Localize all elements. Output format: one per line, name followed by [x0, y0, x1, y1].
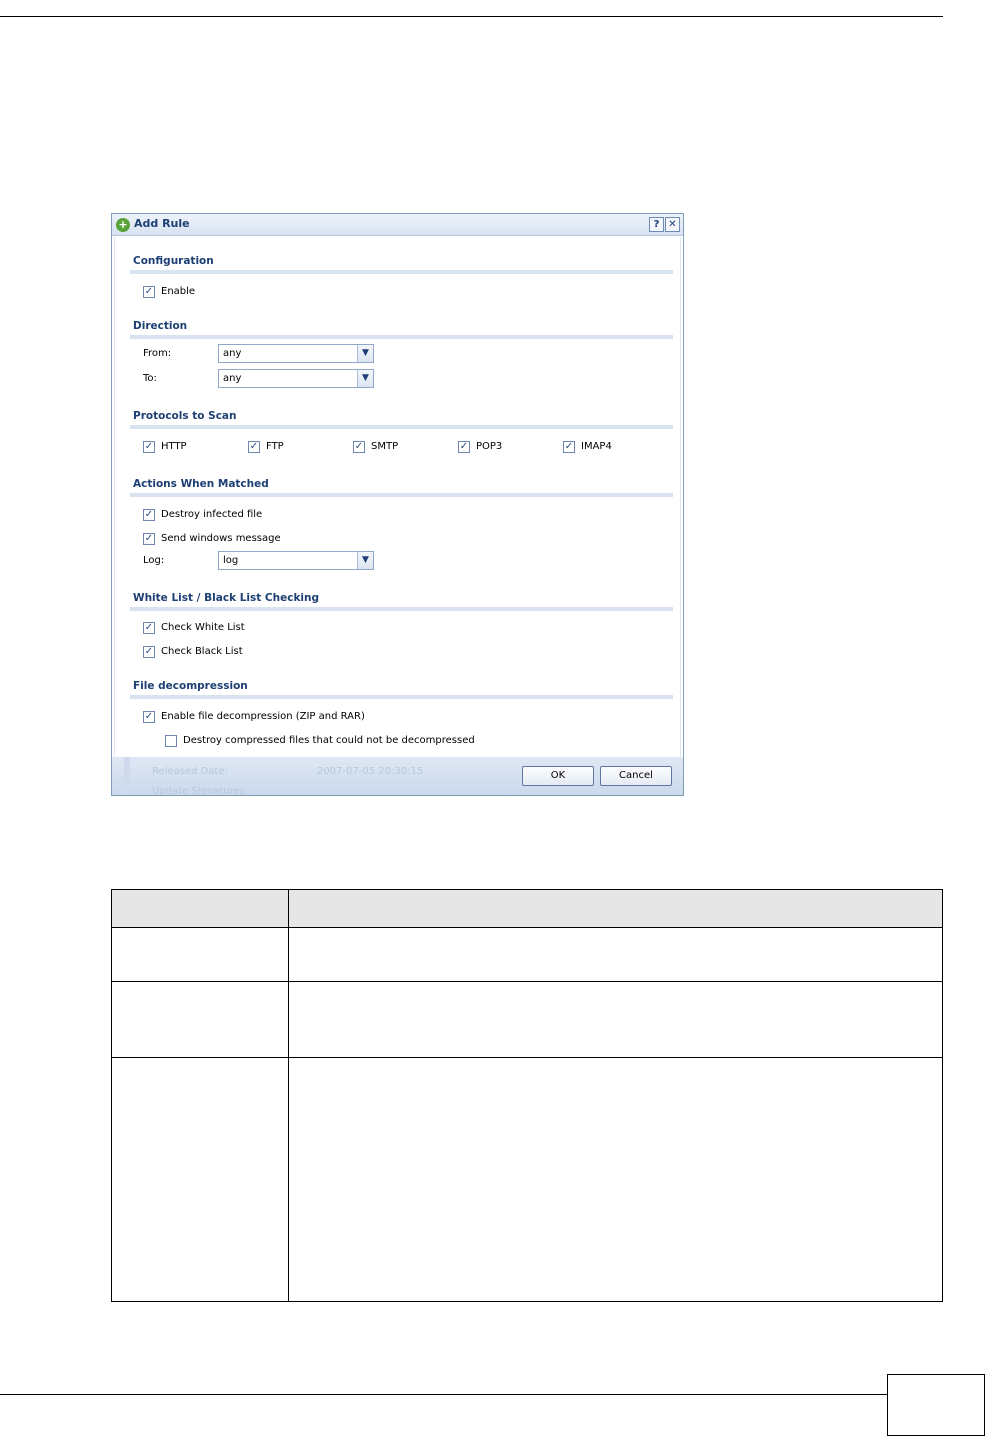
destroy-infected-checkbox[interactable]: ✓: [144, 509, 154, 520]
log-label: Log:: [143, 555, 165, 566]
smtp-checkbox[interactable]: ✓: [354, 441, 364, 452]
section-protocols-title: Protocols to Scan: [133, 410, 237, 422]
table-row-divider: [112, 981, 942, 982]
imap4-checkbox[interactable]: ✓: [564, 441, 574, 452]
check-white-list-checkbox[interactable]: ✓: [144, 622, 154, 633]
section-decompression-title: File decompression: [133, 680, 248, 692]
send-message-checkbox[interactable]: ✓: [144, 533, 154, 544]
to-select[interactable]: [218, 369, 374, 388]
check-white-list-label: Check White List: [161, 622, 245, 633]
enable-decompression-checkbox[interactable]: ✓: [144, 711, 154, 722]
dialog-titlebar: [112, 214, 683, 236]
enable-decompression-label: Enable file decompression (ZIP and RAR): [161, 711, 365, 722]
dialog-footer: [112, 757, 683, 796]
chevron-down-icon[interactable]: ▼: [357, 345, 373, 362]
section-lists-title: White List / Black List Checking: [133, 592, 320, 604]
log-select[interactable]: [218, 551, 374, 570]
add-icon: +: [116, 218, 130, 232]
cancel-button[interactable]: Cancel: [600, 766, 672, 786]
from-select-value: any: [223, 348, 242, 359]
help-icon[interactable]: ?: [649, 217, 664, 232]
enable-label: Enable: [161, 286, 196, 297]
section-direction-title: Direction: [133, 320, 188, 332]
ok-button[interactable]: OK: [522, 766, 594, 786]
chevron-down-icon[interactable]: ▼: [357, 370, 373, 387]
from-select[interactable]: [218, 344, 374, 363]
footer-rule: [0, 1394, 887, 1395]
section-configuration-title: Configuration: [133, 255, 214, 267]
log-select-value: log: [223, 555, 239, 566]
section-divider: [130, 335, 673, 339]
smtp-label: SMTP: [371, 441, 399, 452]
from-label: From:: [143, 348, 172, 359]
dialog-title: Add Rule: [134, 217, 190, 230]
section-divider: [130, 607, 673, 611]
check-black-list-label: Check Black List: [161, 646, 243, 657]
table-row-divider: [112, 1057, 942, 1058]
page-number-box: [887, 1374, 985, 1436]
section-divider: [130, 425, 673, 429]
to-select-value: any: [223, 373, 242, 384]
pop3-label: POP3: [476, 441, 503, 452]
section-divider: [130, 270, 673, 274]
section-divider: [130, 493, 673, 497]
imap4-label: IMAP4: [581, 441, 612, 452]
background-panel-edge: [124, 757, 130, 796]
section-divider: [130, 695, 673, 699]
to-label: To:: [143, 373, 157, 384]
chevron-down-icon[interactable]: ▼: [357, 552, 373, 569]
send-message-label: Send windows message: [161, 533, 281, 544]
destroy-compressed-checkbox[interactable]: [165, 735, 177, 747]
destroy-compressed-label: Destroy compressed files that could not be decompressed: [183, 735, 475, 746]
reference-table: [111, 889, 943, 1302]
background-released-label: Released Date:: [152, 766, 228, 777]
ftp-label: FTP: [266, 441, 284, 452]
http-checkbox[interactable]: ✓: [144, 441, 154, 452]
check-black-list-checkbox[interactable]: ✓: [144, 646, 154, 657]
add-rule-dialog: [111, 213, 684, 796]
destroy-infected-label: Destroy infected file: [161, 509, 263, 520]
enable-checkbox[interactable]: ✓: [144, 286, 154, 297]
ftp-checkbox[interactable]: ✓: [249, 441, 259, 452]
table-header-row: [112, 890, 942, 928]
table-column-divider: [288, 890, 289, 1301]
dialog-body: [114, 237, 681, 757]
pop3-checkbox[interactable]: ✓: [459, 441, 469, 452]
background-released-date: 2007-07-05 20:30:15: [317, 766, 424, 777]
header-rule: [0, 16, 943, 17]
close-icon[interactable]: ✕: [665, 217, 680, 232]
section-actions-title: Actions When Matched: [133, 478, 269, 490]
http-label: HTTP: [161, 441, 187, 452]
background-update-label: Update Signatures: [152, 786, 245, 796]
